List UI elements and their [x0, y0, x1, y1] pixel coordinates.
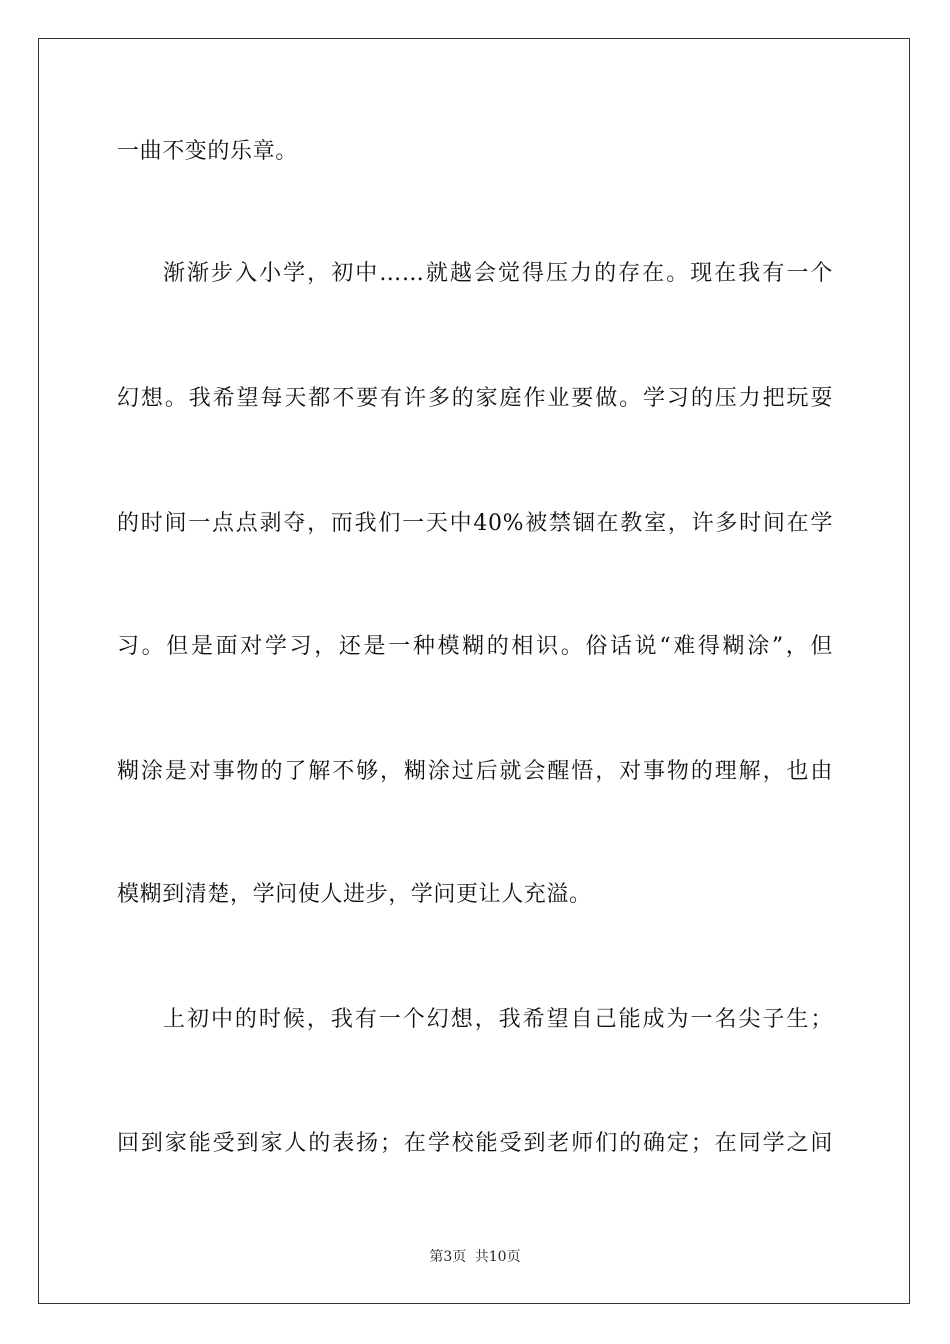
body-line-7: 模糊到清楚，学问使人进步，学问更让人充溢。	[117, 882, 592, 907]
body-line-4: 的时间一点点剥夺，而我们一天中40%被禁锢在教室，许多时间在学	[117, 511, 833, 536]
page-number: 第3页	[429, 1249, 467, 1265]
body-line-5: 习。但是面对学习，还是一种模糊的相识。俗话说“难得糊涂”，但	[117, 634, 833, 659]
page-total: 共10页	[474, 1249, 521, 1265]
body-line-6: 糊涂是对事物的了解不够，糊涂过后就会醒悟，对事物的理解，也由	[117, 759, 833, 784]
body-line-3: 幻想。我希望每天都不要有许多的家庭作业要做。学习的压力把玩耍	[117, 386, 833, 411]
body-line-1: 一曲不变的乐章。	[117, 139, 298, 164]
page-border	[38, 38, 910, 1304]
body-line-8: 上初中的时候，我有一个幻想，我希望自己能成为一名尖子生；	[163, 1007, 833, 1032]
body-line-2: 渐渐步入小学，初中……就越会觉得压力的存在。现在我有一个	[163, 261, 833, 286]
page-footer	[0, 1247, 950, 1267]
body-line-9: 回到家能受到家人的表扬；在学校能受到老师们的确定；在同学之间	[117, 1131, 833, 1156]
